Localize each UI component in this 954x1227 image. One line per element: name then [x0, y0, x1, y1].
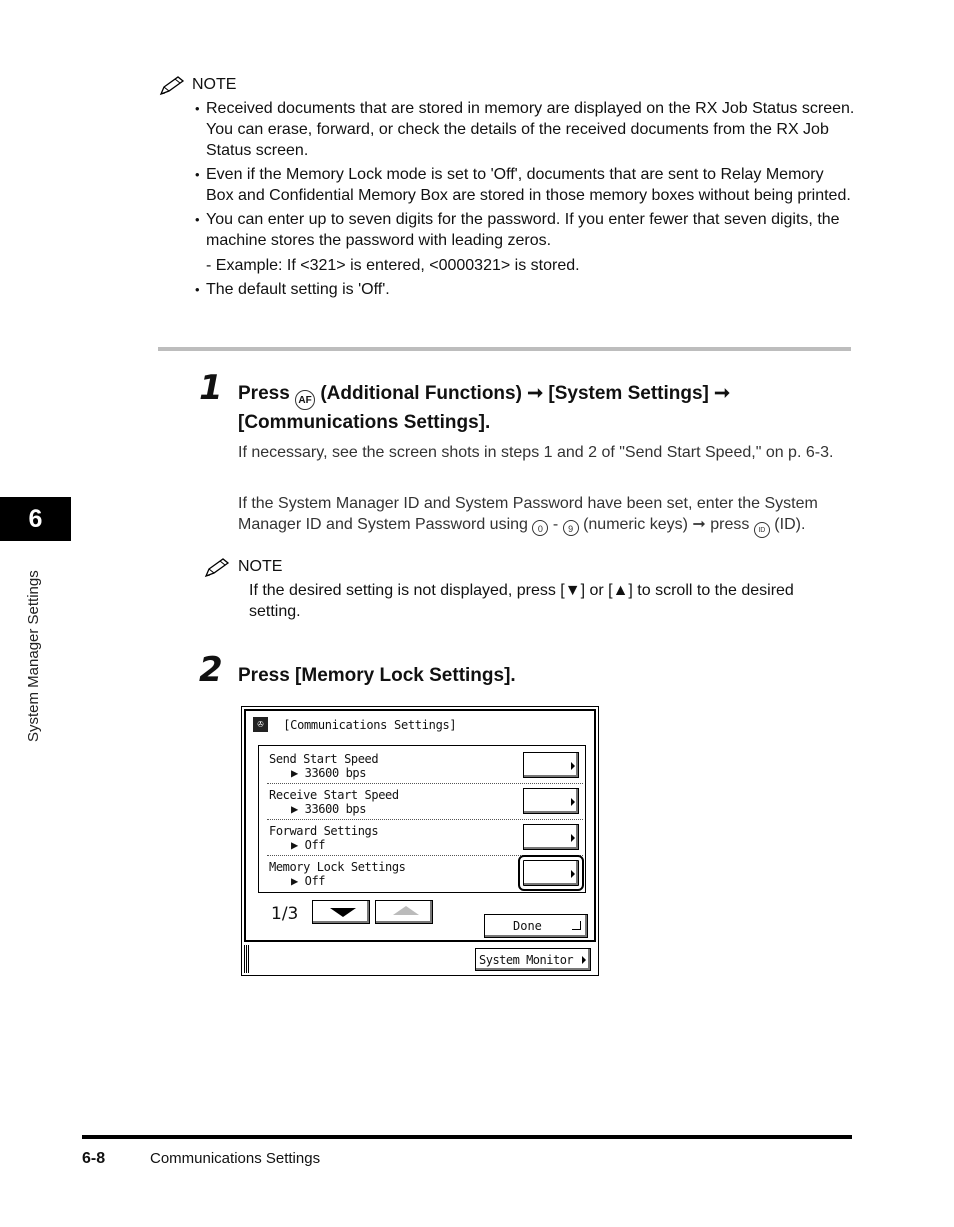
list-item[interactable] [267, 820, 583, 856]
para-text: - [552, 516, 559, 533]
step-number: 1 [199, 368, 223, 408]
item-value: ▶ Off [291, 874, 326, 888]
page-indicator: 1/3 [271, 904, 299, 924]
pencil-icon [158, 75, 186, 97]
step-number: 2 [199, 650, 223, 690]
item-label: Send Start Speed [269, 752, 379, 766]
screen-titlebar [253, 717, 456, 735]
arrow-right-icon [571, 870, 575, 878]
step-title [238, 381, 838, 435]
step-title-text: Press [238, 383, 290, 404]
screen-title: [Communications Settings] [283, 717, 457, 732]
memory-lock-settings-button[interactable] [523, 860, 579, 886]
page-number: 6-8 [82, 1150, 106, 1167]
list-item [195, 279, 855, 300]
numeric-key-0-icon: 0 [532, 520, 548, 536]
arrow-right-icon [571, 798, 575, 806]
list-item [195, 98, 855, 161]
note-text: The default setting is 'Off'. [206, 281, 390, 298]
system-monitor-button[interactable] [475, 948, 591, 971]
send-start-speed-button[interactable] [523, 752, 579, 778]
arrow-right-icon [571, 762, 575, 770]
forward-settings-button[interactable] [523, 824, 579, 850]
divider [158, 347, 851, 351]
item-label: Receive Start Speed [269, 788, 399, 802]
para-text: (numeric keys) ➞ press [583, 516, 750, 533]
note-heading: NOTE [192, 76, 237, 93]
return-icon [572, 921, 581, 930]
example-text: - Example: If <321> is entered, <0000321> is stored. [206, 257, 580, 274]
settings-icon: ✇ [253, 717, 268, 732]
arrow-down-icon [330, 908, 356, 917]
id-key-icon: ID [754, 522, 770, 538]
step-title: Press [Memory Lock Settings]. [238, 665, 516, 686]
scroll-down-button[interactable] [312, 900, 370, 924]
receive-start-speed-button[interactable] [523, 788, 579, 814]
step-paragraph: If necessary, see the screen shots in steps 1 and 2 of "Send Start Speed," on p. 6-3. [238, 444, 834, 461]
arrow-right-icon [571, 834, 575, 842]
chapter-label: System Manager Settings [25, 570, 42, 742]
list-item [195, 164, 855, 206]
bottom-bar [244, 945, 596, 973]
screen-panel [244, 709, 596, 942]
communications-settings-screen [241, 706, 599, 976]
settings-list [258, 745, 586, 893]
item-label: Forward Settings [269, 824, 379, 838]
para-text: (ID). [774, 516, 806, 533]
system-monitor-label: System Monitor [479, 953, 574, 967]
arrow-right-icon [582, 956, 586, 964]
list-item [195, 209, 855, 276]
item-label: Memory Lock Settings [269, 860, 406, 874]
arrow-up-icon [393, 906, 419, 915]
note-text: Received documents that are stored in memory are displayed on the RX Job Status screen. You can erase, forward, or check the details of the received documents from the RX Job Status screen. [206, 100, 855, 159]
note-text: Even if the Memory Lock mode is set to 'Off', documents that are sent to Relay Memory Box and Confidential Memory Box are stored in those memory boxes without being printed. [206, 166, 851, 204]
done-label: Done [513, 919, 542, 933]
item-value: ▶ 33600 bps [291, 802, 367, 816]
list-item[interactable] [267, 748, 583, 784]
note-text: If the desired setting is not displayed, press [▼] or [▲] to scroll to the desired setting. [249, 582, 794, 620]
scroll-up-button[interactable] [375, 900, 433, 924]
step-title-text: (Additional Functions) ➞ [System Settings] ➞ [320, 383, 731, 404]
list-item[interactable] [267, 856, 583, 892]
item-value: ▶ 33600 bps [291, 766, 367, 780]
list-item[interactable] [267, 784, 583, 820]
item-value: ▶ Off [291, 838, 326, 852]
done-button[interactable] [484, 914, 588, 938]
footer-section: Communications Settings [150, 1150, 321, 1167]
hatch-decoration [244, 945, 249, 973]
chapter-tab: 6 [0, 497, 71, 541]
note-list [195, 98, 855, 303]
step-title-text: [Communications Settings]. [238, 412, 491, 433]
note-heading: NOTE [238, 558, 283, 575]
para-text: If the System Manager ID and System Password have been set, enter the System Manager ID and System Password using [238, 495, 818, 533]
additional-functions-key-icon: AF [295, 390, 315, 410]
numeric-key-9-icon: 9 [563, 520, 579, 536]
pencil-icon [203, 557, 231, 579]
footer-rule [82, 1135, 852, 1139]
step-paragraph [238, 493, 854, 538]
note-text: You can enter up to seven digits for the password. If you enter fewer that seven digits, the machine stores the password with leading zeros. [206, 211, 840, 249]
